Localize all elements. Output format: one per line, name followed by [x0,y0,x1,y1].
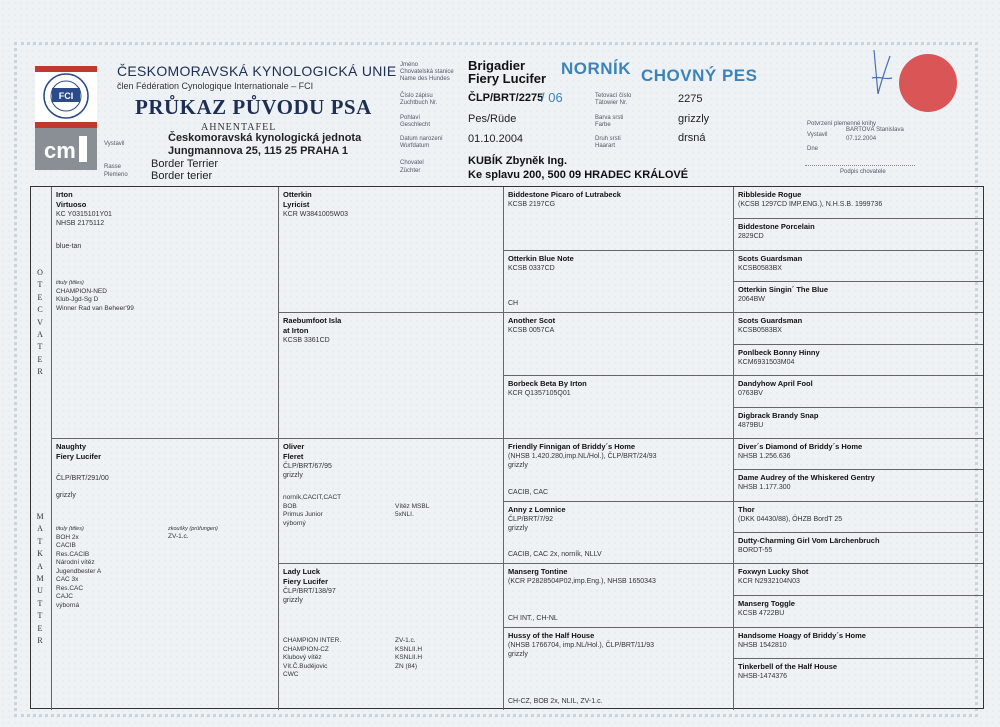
dam-color: grizzly [56,492,76,499]
dog-color: grizzly [678,113,710,125]
nornik-stamp: NORNÍK [561,59,632,78]
dam-title-8: CAJC [56,593,73,600]
dob-de-label: Wurfdatum [400,143,430,149]
dam-exams-label: zkoušky (prüfungen) [168,526,218,532]
ggp-cell [503,501,733,563]
gggp-cell [733,563,983,595]
coat-label: Druh srsti [595,136,621,142]
mother-letter: R [37,636,43,646]
gp-4-line-2: CHAMPION-CZ [283,645,329,653]
dam-title-5: Jugendbester A [56,567,102,575]
gggp-name: Dame Audrey of the Whiskered Gentry [738,473,875,482]
gp-4-line-4: Vít.Č.Budějovic [283,662,328,670]
dam-title-6: CAC 3x [56,576,79,583]
ggp-reg: KCSB 2197CG [508,201,556,208]
dog-dob: 01.10.2004 [468,133,524,145]
gggp-name: Foxwyn Lucky Shot [738,567,809,576]
gggp-cell [733,344,983,375]
mother-letter: T [37,611,43,621]
ggp-reg: KCSB 0057CA [508,327,555,334]
gggp-name: Digbrack Brandy Snap [738,411,819,420]
father-letter: O [37,268,43,277]
ggp-extra: CH-CZ, BOB 2x, NLIL, ZV-1.c. [508,698,603,705]
dam-kennel: Fiery Lucifer [56,452,102,461]
kennel-label: Chovatelská stanice [400,69,454,75]
gggp-name: Tinkerbell of the Half House [738,662,838,671]
mother-letter: M [36,574,44,584]
name-label: Jméno [400,62,419,68]
svg-text:cm: cm [44,138,76,163]
sire-title-2: Klub-Jgd-Sg D [56,296,99,303]
ggp-cell [503,250,733,312]
father-letter: C [37,305,43,315]
dam-title-2: CACIB [56,542,76,549]
gggp-name: Dutty-Charming Girl Vom Lärchenbruch [738,536,880,545]
gp-4-line-5: CWC [283,671,299,678]
signature-label: Podpis chovatele [840,169,886,175]
sire-titles-label: tituly (titles) [56,280,84,286]
gp-cell-2 [278,312,503,438]
cmku-fci-logo [35,66,97,170]
gggp-reg: KCR N2932104N03 [738,578,800,585]
dam-title-3: Res.CACIB [56,550,90,558]
gp-4-color: grizzly [283,597,303,604]
father-letter: E [37,354,43,364]
issuer-name: Českomoravská kynologická jednota [168,132,362,144]
dam-titles-label: tituly (titles) [56,526,84,532]
gggp-reg: KCM6931503M04 [738,359,795,366]
sire-reg-2: NHSB 2175112 [56,220,105,227]
gggp-cell [733,187,983,218]
issued-date: 07.12.2004 [846,136,877,142]
date-label: Dne [807,146,819,152]
gp-2-name: Raebumfoot Isla [283,316,342,325]
father-letter: R [37,367,43,377]
gp-3-line-4: výborný [283,519,306,527]
gp-3-line2-1: Vítěz MSBL [395,502,430,510]
gggp-cell [733,532,983,563]
gp-4-line-3: Klubový vítěz [283,654,322,661]
gp-3-line-1: norník,CACIT,CACT [283,494,342,501]
gggp-name: Ponlbeck Bonny Hinny [738,348,820,357]
father-letter: T [37,280,43,290]
ggp-name: Borbeck Beta By Irton [508,379,587,388]
gggp-name: Diver´s Diamond of Briddy´s Home [738,442,863,451]
gggp-name: Scots Guardsman [738,316,803,325]
mother-letter: M [36,512,44,521]
ggp-name: Another Scot [508,316,556,325]
ggp-name: Biddestone Picaro of Lutrabeck [508,190,621,199]
dam-exam-1: ZV-1.c. [168,533,189,540]
gp-3-name: Oliver [283,442,305,451]
issued-by: BARTOVÁ Stanislava [846,127,904,133]
gggp-reg: NHSB 1542810 [738,642,787,649]
father-letter: T [37,342,43,352]
gggp-cell [733,627,983,658]
dam-reg-1: ČLP/BRT/291/00 [56,475,109,482]
gggp-reg: (KCSB 1297CD IMP.ENG.), N.H.S.B. 1999736 [738,201,883,208]
gggp-cell [733,312,983,344]
gggp-reg: 2064BW [738,296,765,303]
stud-number: ČLP/BRT/2275 [468,92,544,104]
pedigree-table [30,186,984,709]
sire-color: blue-tan [56,243,82,250]
doc-subtitle: AHNENTAFEL [201,122,277,133]
breed-label: Rasse [104,164,122,170]
ggp-reg: KCSB 0337CD [508,265,555,272]
gggp-cell [733,595,983,627]
gp-4-name: Lady Luck [283,567,321,576]
color-label: Barva srsti [595,115,624,121]
gggp-cell [733,281,983,312]
gggp-name: Otterkin Singin´ The Blue [738,285,829,294]
svg-text:FCI: FCI [58,91,74,101]
kennel-book-stamp [899,54,957,112]
issuer-address: Jungmannova 25, 115 25 PRAHA 1 [168,145,348,157]
sire-title-3: Winner Rad van Beheer'99 [56,304,134,312]
ggp-reg: (NHSB 1766704, imp.NL/Hol.), ČLP/BRT/11/93 [508,642,655,649]
gp-3-color: grizzly [283,472,303,479]
ggp-name: Otterkin Blue Note [508,254,574,263]
breed-cz: Border terier [151,170,213,182]
gp-3-kennel: Fleret [283,452,304,461]
gggp-cell [733,658,983,710]
gp-1-kennel: Lyricist [283,200,310,209]
gggp-reg: 4879BU [738,422,764,429]
gggp-reg: NHSB 1.256.636 [738,453,791,460]
gggp-cell [733,469,983,501]
gggp-name: Ribbleside Rogue [738,190,802,199]
stud-suffix: / 06 [541,90,563,105]
ggp-color: grizzly [508,525,528,532]
ggp-name: Friendly Finnigan of Briddy´s Home [508,442,636,451]
father-letter: V [37,317,43,327]
stud-label: Číslo zápisu [400,93,433,99]
gggp-cell [733,250,983,281]
ggp-reg: KCR Q1357105Q01 [508,390,571,397]
breeder-address: Ke splavu 200, 500 09 HRADEC KRÁLOVÉ [468,169,689,181]
dam-name: Naughty [56,442,86,451]
dog-kennel: Fiery Lucifer [468,71,547,86]
gp-cell-1 [278,187,503,312]
gp-3-line-2: BOB [283,502,297,510]
gggp-name: Biddestone Porcelain [738,222,815,231]
breeder-label: Chovatel [400,160,424,166]
gggp-cell [733,407,983,438]
ggp-name: Hussy of the Half House [508,631,595,640]
ggp-extra: CH INT., CH-NL [508,615,558,622]
gggp-name: Dandyhow April Fool [738,379,813,388]
gp-4-line2-4: ZN (84) [395,662,418,670]
gggp-reg: KCSB0583BX [738,327,782,334]
ggp-extra: CACIB, CAC 2x, norník, NLLV [508,551,602,558]
breed-label-cz: Plemeno [104,172,128,178]
gp-4-line-1: CHAMPION INTER. [283,637,342,644]
gp-3-line2-2: 5xNLI. [395,511,414,518]
dog-sex: Pes/Rüde [468,113,517,125]
mother-letter: T [37,536,43,546]
gggp-name: Thor [738,505,755,514]
gp-1-name: Otterkin [283,190,312,199]
gp-3-reg: ČLP/BRT/67/95 [283,463,332,470]
ggp-reg: (NHSB 1.420.280,imp.NL/Hol.), ČLP/BRT/24/93 [508,453,657,460]
issuer-label: Vystavil [104,141,125,147]
gggp-name: Scots Guardsman [738,254,803,263]
ggp-reg: ČLP/BRT/7/92 [508,516,554,523]
gggp-reg: 0763BV [738,390,763,397]
mother-letter: K [37,549,43,559]
chovny-pes-stamp: CHOVNÝ PES [641,66,758,85]
dog-name: Brigadier [468,58,526,73]
gp-2-reg: KCSB 3361CD [283,337,330,344]
gp-cell-4 [278,563,503,710]
gp-3-line-3: Primus Junior [283,511,323,518]
gggp-reg: KCSB0583BX [738,265,782,272]
tattoo-de-label: Tätowier Nr. [595,100,628,106]
sex-de-label: Geschlecht [400,122,431,128]
dam-cell [51,438,278,710]
ggp-color: grizzly [508,651,528,658]
gp-4-reg: ČLP/BRT/138/97 [283,588,336,595]
breeder-name: KUBÍK Zbyněk Ing. [468,155,568,167]
gp-4-line2-3: KSNLII.H [395,654,423,661]
tattoo-label: Tetovací číslo [595,93,632,99]
ggp-cell [503,312,733,375]
coat-de-label: Haarart [595,143,616,149]
dog-coat: drsná [678,132,706,144]
confirm-label: Potvrzení plemenné knihy [807,121,877,127]
sire-reg-1: KC Y0315101Y01 [56,211,112,218]
doc-title: PRŮKAZ PŮVODU PSA [135,95,372,119]
dam-title-1: BOH 2x [56,533,79,541]
gggp-cell [733,501,983,532]
stud-de-label: Zuchtbuch Nr. [400,100,438,106]
issued-label: Vystavil [807,132,828,138]
ggp-cell [503,438,733,501]
sire-kennel: Virtuoso [56,200,87,209]
gggp-reg: BORDT-55 [738,547,773,554]
dam-title-9: výborná [56,601,80,609]
org-subtitle: člen Fédération Cynologique Internationale – FCI [117,81,314,91]
org-title: ČESKOMORAVSKÁ KYNOLOGICKÁ UNIE [117,63,397,79]
signature-mark [870,48,894,98]
tattoo: 2275 [678,93,703,105]
ggp-extra: CACIB, CAC [508,489,549,496]
gggp-reg: (DKK 04430/88), ÖHZB BordT 25 [738,516,843,523]
gggp-cell [733,218,983,250]
color-de-label: Farbe [595,122,611,128]
gggp-name: Handsome Hoagy of Briddy´s Home [738,631,866,640]
gp-1-reg: KCR W3841005W03 [283,211,348,218]
sex-label: Pohlaví [400,115,421,121]
sire-name: Irton [56,190,73,199]
ggp-extra: CH [508,300,519,307]
ggp-name: Anny z Lomnice [508,505,566,514]
gp-4-line2-1: ZV-1.c. [395,637,416,644]
gggp-reg: NHSB-1474376 [738,673,788,680]
ggp-cell [503,627,733,710]
mother-letter: A [37,561,43,571]
mother-letter: A [37,524,43,534]
ggp-name: Manserg Tontine [508,567,568,576]
ggp-reg: (KCR P2828504P02,imp.Eng.), NHSB 1650343 [508,578,656,585]
father-letter: E [37,292,43,302]
breed-de: Border Terrier [151,158,219,170]
gggp-cell [733,375,983,407]
gggp-reg: NHSB 1.177.300 [738,484,791,491]
ggp-cell [503,375,733,438]
gggp-reg: KCSB 4722BU [738,610,785,617]
dam-title-4: Národní vítěz [56,559,95,566]
gp-cell-3 [278,438,503,563]
ggp-cell [503,187,733,250]
gp-4-kennel: Fiery Lucifer [283,577,329,586]
sire-cell [51,187,278,438]
mother-letter: U [37,586,43,596]
sire-title-1: CHAMPION-NED [56,287,107,295]
name-de-label: Name des Hundes [400,76,450,82]
gp-2-kennel: at Irton [283,326,309,335]
gp-4-line2-2: KSNLII.H [395,645,423,653]
father-letter: A [37,330,43,340]
dob-label: Datum narození [400,136,443,142]
gggp-cell [733,438,983,469]
ggp-cell [503,563,733,627]
breeder-de-label: Züchter [400,168,421,174]
gggp-reg: 2829CD [738,233,764,240]
mother-letter: T [37,598,43,608]
dam-title-7: Res.CAC [56,584,84,592]
gggp-name: Manserg Toggle [738,599,795,608]
mother-letter: E [37,623,43,633]
ggp-color: grizzly [508,462,528,469]
